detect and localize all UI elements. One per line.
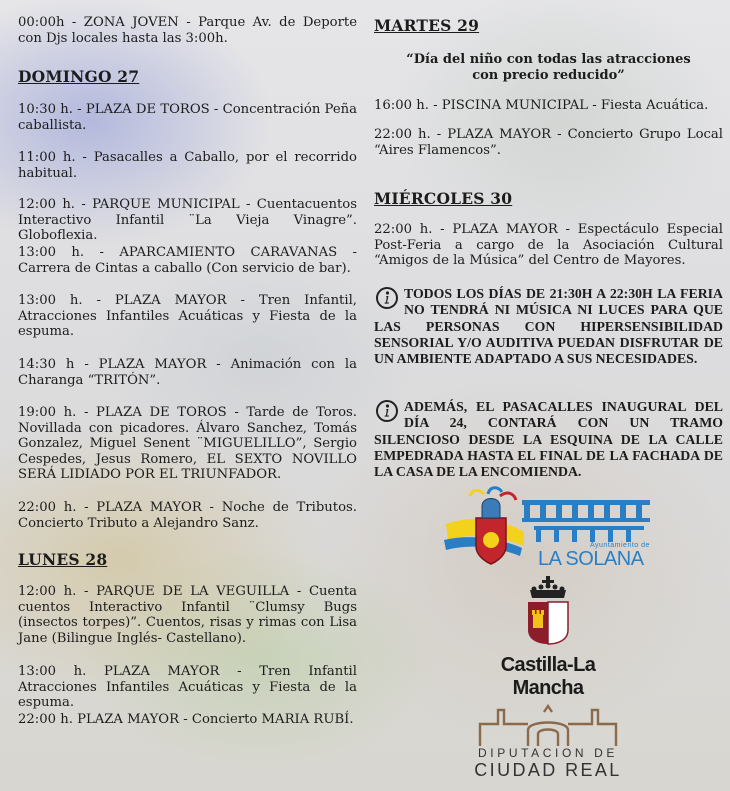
monday-event: 22:00 h. PLAZA MAYOR - Concierto MARIA RUBÍ. [18, 712, 354, 727]
sunday-event: 13:00 h. - PLAZA MAYOR - Tren Infantil, Atracciones Infantiles Acuáticas y Fiesta de la espuma. [18, 293, 357, 340]
notice-text: ADEMÁS, EL PASACALLES INAUGURAL DEL DÍA 24, CONTARÁ CON UN TRAMO SILENCIOSO DESDE LA ESQUINA DE LA CALLE EMPEDRADA HASTA EL FINAL DE LA FACHADA DE LA CASA DE LA ENCOMIENDA. [374, 399, 723, 480]
sunday-event: 10:30 h. - PLAZA DE TOROS - Concentración Peña caballista. [18, 102, 357, 133]
monday-event: 13:00 h. PLAZA MAYOR - Tren Infantil Atracciones Infantiles Acuáticas y Fiesta de la espuma. [18, 664, 357, 711]
info-icon [376, 400, 398, 422]
notice-sensory [374, 286, 723, 367]
monday-heading: LUNES 28 [18, 550, 108, 569]
sunday-event: 13:00 h. - APARCAMIENTO CARAVANAS - Carrera de Cintas a caballo (Con servicio de bar). [18, 245, 357, 276]
tuesday-quote-line: “Día del niño con todas las atracciones [406, 52, 691, 67]
info-icon [376, 287, 398, 309]
dip-line1: DIPUTACION DE [478, 746, 618, 760]
dip-line2: CIUDAD REAL [474, 760, 622, 780]
sunday-event: 19:00 h. - PLAZA DE TOROS - Tarde de Toros. Novillada con picadores. Álvaro Sanchez, Tomás Gonzalez, Miguel Senent ¨MIGUELILLO”, Sergio Cespedes, Jesus Romero, EL SEXTO NOVILLO SERÁ LIDIADO POR EL TRIUNFADOR. [18, 405, 357, 483]
sunday-event: 12:00 h. - PARQUE MUNICIPAL - Cuentacuentos Interactivo Infantil ¨La Vieja Vinagre”. Globoflexia. [18, 197, 357, 244]
solana-name: LA SOLANA [538, 548, 644, 570]
sunday-heading: DOMINGO 27 [18, 67, 140, 86]
castilla-la-mancha-logo [468, 576, 628, 699]
clm-emblem [468, 576, 628, 646]
wednesday-event: 22:00 h. - PLAZA MAYOR - Espectáculo Especial Post-Feria a cargo de la Asociación Cultural “Amigos de la Música” del Centro de Mayores. [374, 222, 723, 269]
sunday-event: 14:30 h - PLAZA MAYOR - Animación con la Charanga “TRITÓN”. [18, 357, 357, 388]
tuesday-heading: MARTES 29 [374, 16, 480, 35]
sunday-event: 11:00 h. - Pasacalles a Caballo, por el recorrido habitual. [18, 150, 357, 181]
la-solana-logo [444, 484, 654, 572]
clm-name: Castilla-La Mancha [500, 654, 596, 699]
intro-event: 00:00h - ZONA JOVEN - Parque Av. de Deporte con Djs locales hasta las 3:00h. [18, 15, 357, 46]
sunday-event: 22:00 h. - PLAZA MAYOR - Noche de Tributos. Concierto Tributo a Alejandro Sanz. [18, 500, 357, 531]
notice-text: TODOS LOS DÍAS DE 21:30H A 22:30H LA FERIA NO TENDRÁ NI MÚSICA NI LUCES PARA QUE LAS PERSONAS CON HIPERSENSIBILIDAD SENSORIAL Y/O AUDITIVA PUEDAN DISFRUTAR DE UN AMBIENTE ADAPTADO A SUS NECESIDADES. [374, 286, 723, 367]
monday-event: 12:00 h. - PARQUE DE LA VEGUILLA - Cuenta cuentos Interactivo Infantil ¨Clumsy Bugs (insectos torpes)”. Cuentos, risas y rimas con Lisa Jane (Bilingue Inglés- Castellano). [18, 584, 357, 646]
tuesday-quote [374, 52, 723, 83]
wednesday-heading: MIÉRCOLES 30 [374, 189, 513, 208]
diputacion-ciudad-real-logo [468, 702, 628, 786]
tuesday-event: 22:00 h. - PLAZA MAYOR - Concierto Grupo Local “Aires Flamencos”. [374, 127, 723, 158]
diputacion-emblem [468, 702, 628, 748]
notice-parade [374, 399, 723, 480]
solana-small-text: Ayuntamiento de [590, 542, 650, 549]
tuesday-event: 16:00 h. - PISCINA MUNICIPAL - Fiesta Acuática. [374, 98, 709, 113]
tuesday-quote-line: con precio reducido” [472, 67, 625, 83]
